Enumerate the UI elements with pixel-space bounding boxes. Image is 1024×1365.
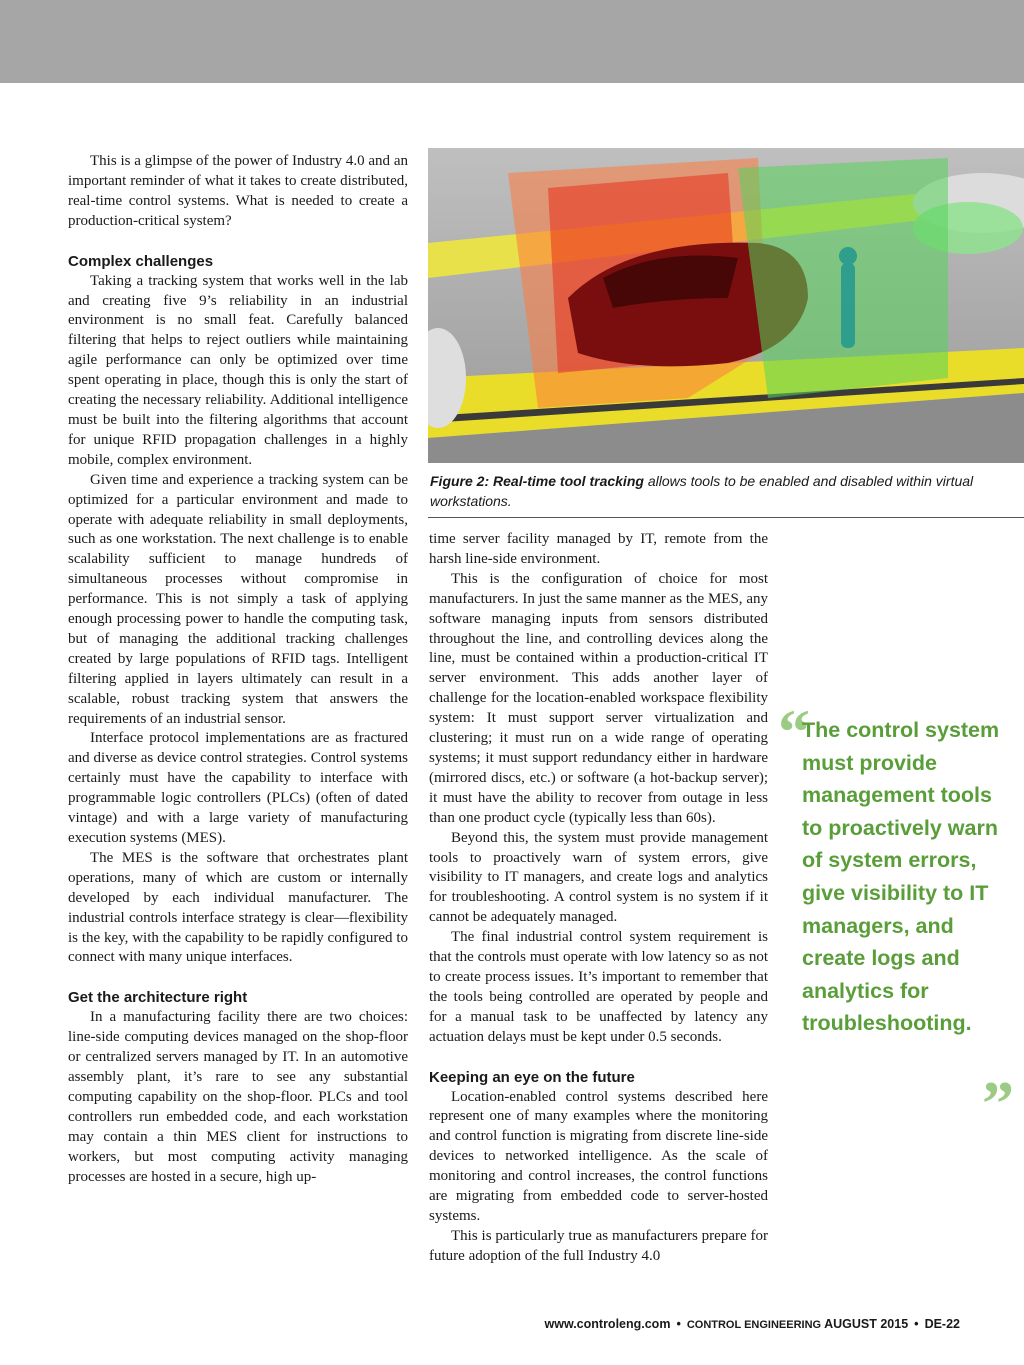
- footer-issue: AUGUST 2015: [824, 1317, 909, 1331]
- paragraph: Given time and experience a tracking system can be optimized for a particular environment and made to operate with adequate reliability in small deployments, such as one workstation. The next challenge is to enable scalability sufficient to manage hundreds of simultaneous processes without compromise in performance. This is not simply a task of applying enough processing power to handle the computing task, but of managing the additional tracking challenges created by large populations of RFID tags. Intelligent filtering applied in layers ultimately can result in a scalable, robust tracking system that answers the requirements of an industrial sensor.: [68, 471, 408, 727]
- paragraph: This is the configuration of choice for most manufacturers. In just the same manner as the MES, any software managing inputs from sensors distributed throughout the line, and controlling devices along the line, must be contained within a production-critical IT server environment. This adds another layer of challenge for the location-enabled workspace flexibility system: It must support server virtualization and clustering; it must run on a wide range of operating systems; it must support redundancy either in hardware (mirrored discs, etc.) or software (a hot-backup server); it must have the ability to recover from outage in less than one product cycle (typically less than 60s).: [429, 570, 768, 826]
- tool-tracking-illustration: [428, 148, 1024, 463]
- bullet-icon: •: [914, 1317, 919, 1331]
- open-quote-mark: “: [778, 696, 810, 767]
- paragraph: Beyond this, the system must provide management tools to proactively warn of system errors, give visibility to IT managers, and create logs and analytics for troubleshooting. A control system is no system if it cannot be adequately managed.: [429, 829, 768, 926]
- close-quote-mark: ”: [982, 1068, 1014, 1139]
- page-footer: [460, 1317, 960, 1331]
- footer-url: www.controleng.com: [544, 1317, 671, 1331]
- paragraph: In a manufacturing facility there are two choices: line-side computing devices managed on the shop-floor or centralized servers managed by IT. In an automotive assembly plant, it’s rare to see any substantial computing capability on the shop-floor. PLCs and tool controllers run embedded code, and each workstation may contain a thin MES client for instructions to workers, but most computing activity managing processes are hosted in a secure, high up-: [68, 1009, 408, 1185]
- paragraph: Taking a tracking system that works well in the lab and creating five 9’s reliability in an industrial environment is no small feat. Carefully balanced filtering that helps to reject outliers while maintaining agile performance can only be optimized over time spent operating in place, though this is only the start of creating the necessary reliability. Additional intelligence must be built into the filtering algorithms that account for unique RFID propagation challenges in a highly mobile, complex environment.: [68, 272, 408, 468]
- text-column-middle: [429, 530, 768, 1267]
- bullet-icon: •: [676, 1317, 681, 1331]
- caption-divider: [428, 517, 1024, 518]
- footer-publication: CONTROL ENGINEERING: [686, 1319, 822, 1331]
- section-heading: Complex challenges: [68, 252, 214, 270]
- paragraph: Interface protocol implementations are as fractured and diverse as device control strategies. Control systems certainly must have the capability to interface with programmable logic controllers (PLCs) (often of dated vintage) and with a large variety of manufacturing execution systems (MES).: [68, 730, 408, 846]
- paragraph: This is particularly true as manufacturers prepare for future adoption of the full Industry 4.0: [429, 1227, 768, 1264]
- intro-paragraph: This is a glimpse of the power of Industry 4.0 and an important reminder of what it takes to create distributed, real-time control systems. What is needed to create a production-critical system?: [68, 153, 408, 229]
- paragraph: The MES is the software that orchestrates plant operations, many of which are custom or internally developed by each individual manufacturer. The industrial controls interface strategy is clear—flexibility is the key, with the capability to be rapidly configured to connect with many unique interfaces.: [68, 849, 408, 966]
- figure-image: [428, 148, 1024, 463]
- paragraph: Location-enabled control systems described here represent one of many examples where the monitoring and control function is migrating from discrete line-side devices to networked intelligence. As the scale of monitoring and control increases, the control functions are migrating from embedded code to server-hosted systems.: [429, 1088, 768, 1224]
- section-heading: Keeping an eye on the future: [429, 1068, 635, 1086]
- paragraph: The final industrial control system requirement is that the controls must operate with low latency so as not to create process issues. It’s important to remember that the tools being controlled are operated by people and for a manual task to be unaffected by latency any actuation delays must be kept under 0.5 seconds.: [429, 929, 768, 1045]
- paragraph: time server facility managed by IT, remote from the harsh line-side environment.: [429, 531, 768, 567]
- caption-text: allows tools to be enabled and disabled within virtual workstations.: [430, 473, 974, 509]
- text-column-left: [68, 152, 408, 1188]
- header-band: [0, 0, 1024, 83]
- figure-caption: [430, 471, 990, 511]
- caption-title: Figure 2: Real-time tool tracking: [430, 473, 644, 489]
- page-number: DE-22: [924, 1317, 960, 1331]
- section-heading: Get the architecture right: [68, 989, 248, 1007]
- pull-quote: The control system must provide management tools to proactively warn of system errors, give visibility to IT managers, and create logs and analytics for troubleshooting.: [802, 718, 1000, 1036]
